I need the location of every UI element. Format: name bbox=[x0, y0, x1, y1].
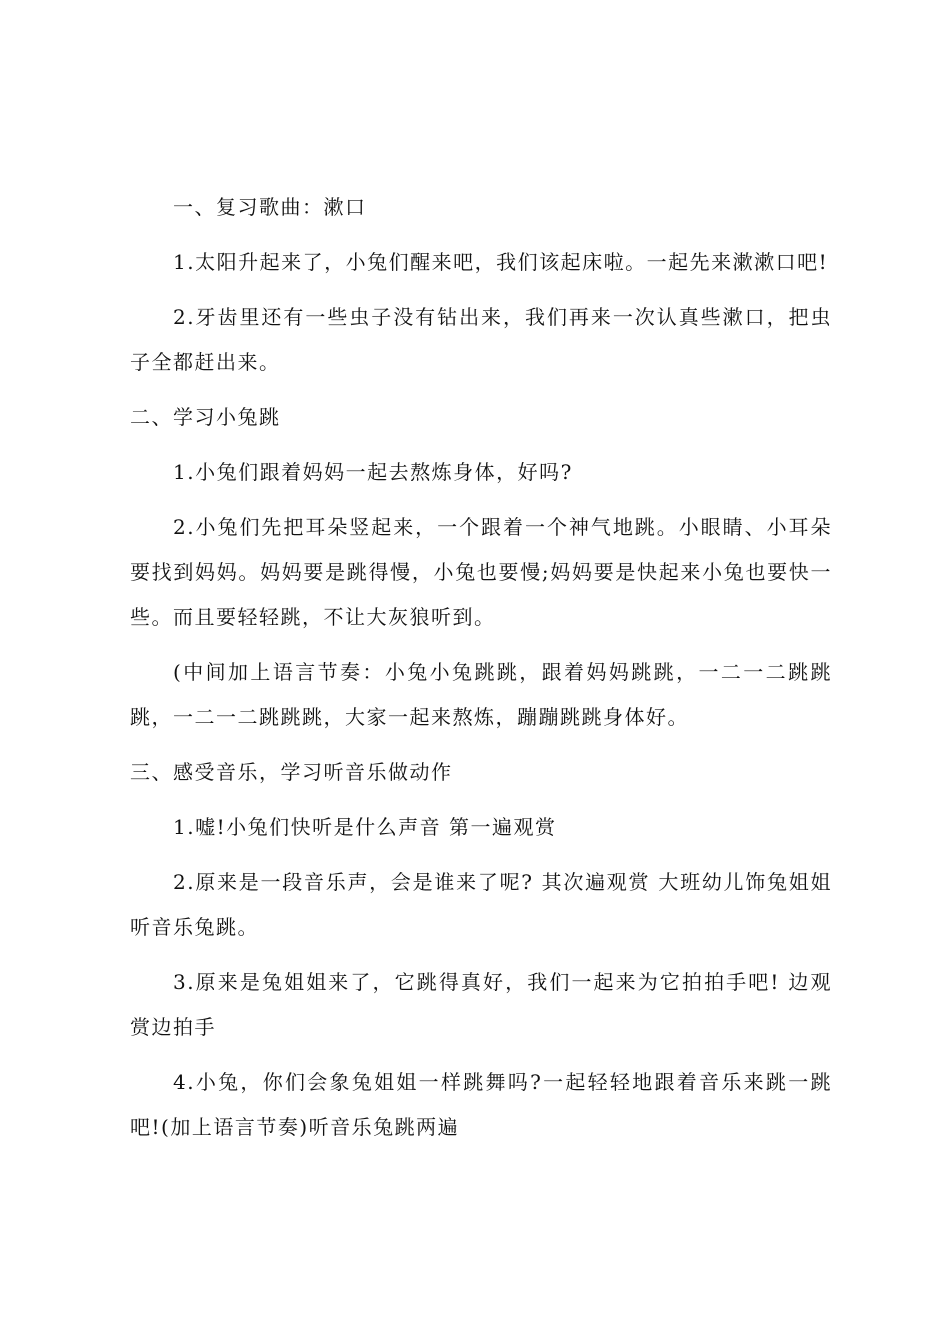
section-heading-3: 三、感受音乐，学习听音乐做动作 bbox=[130, 760, 453, 784]
section-heading-2: 二、学习小兔跳 bbox=[130, 405, 281, 429]
paragraph: 2.小兔们先把耳朵竖起来，一个跟着一个神气地跳。小眼睛、小耳朵要找到妈妈。妈妈要是跳得慢，小兔也要慢;妈妈要是快起来小兔也要快一些。而且要轻轻跳，不让大灰狼听到。 bbox=[130, 515, 832, 629]
paragraph: 3.原来是兔姐姐来了，它跳得真好，我们一起来为它拍拍手吧! 边观赏边拍手 bbox=[130, 970, 832, 1039]
paragraph: 1.太阳升起来了，小兔们醒来吧，我们该起床啦。一起先来漱漱口吧! bbox=[173, 250, 829, 274]
paragraph: 2.牙齿里还有一些虫子没有钻出来，我们再来一次认真些漱口，把虫子全都赶出来。 bbox=[130, 305, 832, 374]
paragraph: 4.小兔，你们会象兔姐姐一样跳舞吗?一起轻轻地跟着音乐来跳一跳吧!(加上语言节奏)听音乐兔跳两遍 bbox=[130, 1070, 832, 1139]
paragraph: 2.原来是一段音乐声，会是谁来了呢? 其次遍观赏 大班幼儿饰兔姐姐听音乐兔跳。 bbox=[130, 870, 832, 939]
paragraph: 1.小兔们跟着妈妈一起去熬炼身体，好吗? bbox=[173, 460, 573, 484]
document-body bbox=[130, 185, 832, 1160]
paragraph: 1.嘘!小兔们快听是什么声音 第一遍观赏 bbox=[173, 815, 557, 839]
section-heading-1: 一、复习歌曲：漱口 bbox=[173, 195, 367, 219]
paragraph: (中间加上语言节奏：小兔小兔跳跳，跟着妈妈跳跳，一二一二跳跳跳，一二一二跳跳跳，大家一起来熬炼，蹦蹦跳跳身体好。 bbox=[130, 660, 832, 729]
